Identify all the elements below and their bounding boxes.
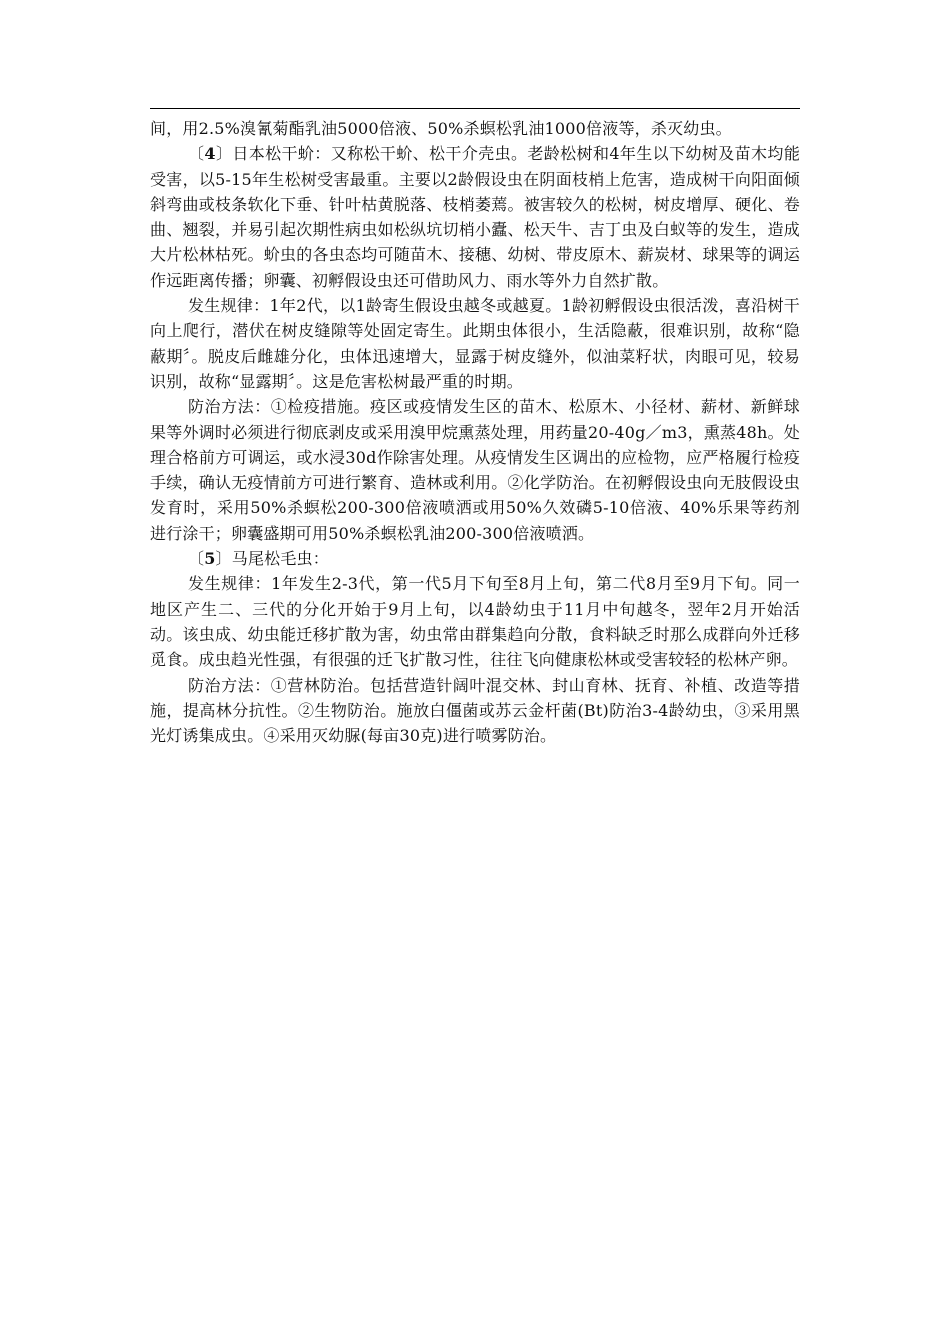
section-bracket-open: 〔 [188, 144, 205, 164]
paragraph-section-5-heading [150, 546, 800, 571]
paragraph-text: 马尾松毛虫： [231, 549, 329, 569]
document-body [150, 116, 800, 748]
paragraph-occurrence-pattern-2: 发生规律：1年发生2-3代，第一代5月下旬至8月上旬，第二代8月至9月下旬。同一地区产生二、三代的分化开始于9月上旬，以4龄幼虫于11月中旬越冬，翌年2月开始活动。该虫成、幼虫能迁移扩散为害，幼虫常由群集趋向分散，食料缺乏时那么成群向外迁移觅食。成虫趋光性强，有很强的迁飞扩散习性，往往飞向健康松林或受害较轻的松林产卵。 [150, 574, 800, 670]
paragraph-continuation: 间，用2.5%溴氰菊酯乳油5000倍液、50%杀螟松乳油1000倍液等，杀灭幼虫。 [150, 119, 732, 138]
section-number: 5 [204, 549, 216, 569]
paragraph-control-methods-2: 防治方法：①营林防治。包括营造针阔叶混交林、封山育林、抚育、补植、改造等措施，提高林分抗性。②生物防治。施放白僵菌或苏云金杆菌(Bt)防治3-4龄幼虫，③采用黑光灯诱集成虫。④采用灭幼脲(每亩30克)进行喷雾防治。 [150, 675, 800, 746]
paragraph-text: 日本松干蚧：又称松干蚧、松干介壳虫。老龄松树和4年生以下幼树及苗木均能受害，以5-15年生松树受害最重。主要以2龄假设虫在阴面枝梢上危害，造成树干向阳面倾斜弯曲或枝条软化下垂、针叶枯黄脱落、枝梢萎蔫。被害较久的松树，树皮增厚、硬化、卷曲、翘裂，并易引起次期性病虫如松纵坑切梢小蠹、松天牛、吉丁虫及白蚁等的发生，造成大片松林枯死。蚧虫的各虫态均可随苗木、接穗、幼树、带皮原木、薪炭材、球果等的调运作远距离传播；卵囊、初孵假设虫还可借助风力、雨水等外力自然扩散。 [150, 144, 801, 290]
section-number: 4 [204, 144, 216, 164]
paragraph-section-4-intro [150, 141, 800, 293]
section-bracket-close: 〕 [215, 144, 233, 164]
paragraph-control-methods: 防治方法：①检疫措施。疫区或疫情发生区的苗木、松原木、小径材、薪材、新鲜球果等外调时必须进行彻底剥皮或采用溴甲烷熏蒸处理，用药量20-40g／m3，熏蒸48h。处理合格前方可调运，或水浸30d作除害处理。从疫情发生区调出的应检物，应严格履行检疫手续，确认无疫情前方可进行繁育、造林或利用。②化学防治。在初孵假设虫向无肢假设虫发育时，采用50%杀螟松200-300倍液喷洒或用50%久效磷5-10倍液、40%乐果等药剂进行涂干；卵囊盛期可用50%杀螟松乳油200-300倍液喷洒。 [150, 397, 800, 543]
section-bracket-close: 〕 [215, 549, 232, 569]
header-rule [150, 108, 800, 109]
section-bracket-open: 〔 [188, 549, 205, 569]
paragraph-occurrence-pattern: 发生规律：1年2代，以1龄寄生假设虫越冬或越夏。1龄初孵假设虫很活泼，喜沿树干向上爬行，潜伏在树皮缝隙等处固定寄生。此期虫体很小，生活隐蔽，很难识别，故称“隐蔽期〞。脱皮后雌雄分化，虫体迅速增大，显露于树皮缝外，似油菜籽状，肉眼可见，较易识别，故称“显露期〞。这是危害松树最严重的时期。 [150, 296, 800, 391]
